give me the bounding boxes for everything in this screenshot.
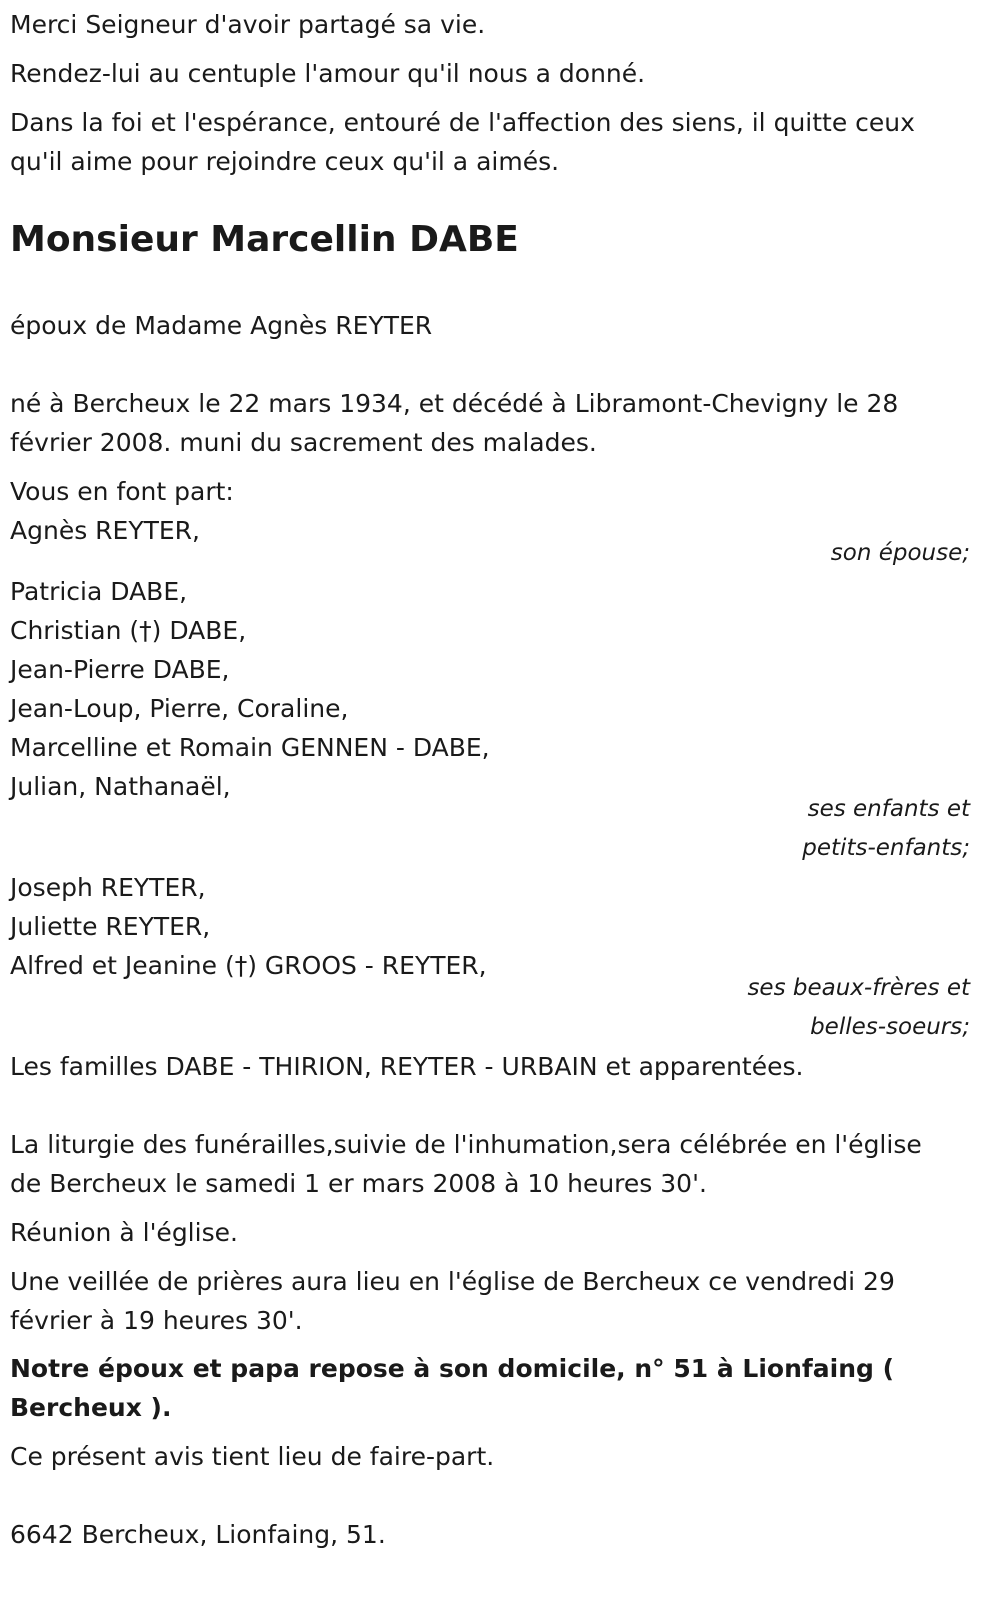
liturgy-line-a: La liturgie des funérailles,suivie de l'inhumation,sera célébrée en l'église [10,1130,922,1159]
relation-label: son épouse; [830,540,970,566]
announcer-name: Jean-Pierre DABE, [10,655,230,684]
announcer-name: Christian (†) DABE, [10,616,247,645]
birth-death-line-a: né à Bercheux le 22 mars 1934, et décédé à Libramont-Chevigny le 28 [10,389,899,418]
intro-line-2: Rendez-lui au centuple l'amour qu'il nous a donné. [10,59,646,88]
vigil-line-b: février à 19 heures 30'. [10,1306,303,1335]
meeting-line: Réunion à l'église. [10,1218,238,1247]
announcer-name: Joseph REYTER, [10,873,206,902]
rest-line-b: Bercheux ). [10,1393,172,1422]
vigil-line-a: Une veillée de prières aura lieu en l'église de Bercheux ce vendredi 29 [10,1267,895,1296]
address-line: 6642 Bercheux, Lionfaing, 51. [10,1520,386,1549]
birth-death-line-b: février 2008. muni du sacrement des malades. [10,428,597,457]
liturgy-line-b: de Bercheux le samedi 1 er mars 2008 à 10 heures 30'. [10,1169,707,1198]
intro-line-3b: qu'il aime pour rejoindre ceux qu'il a aimés. [10,147,560,176]
relation-label: ses enfants et [807,796,970,822]
announcer-name: Alfred et Jeanine (†) GROOS - REYTER, [10,951,487,980]
intro-line-3a: Dans la foi et l'espérance, entouré de l'affection des siens, il quitte ceux [10,108,915,137]
intro-line-1: Merci Seigneur d'avoir partagé sa vie. [10,10,486,39]
relation-label: ses beaux-frères et [747,975,970,1001]
announcer-name: Patricia DABE, [10,577,188,606]
announcer-name: Agnès REYTER, [10,516,200,545]
announcers-intro: Vous en font part: [10,477,234,506]
spouse-line: époux de Madame Agnès REYTER [10,311,433,340]
relation-label: belles-soeurs; [810,1014,970,1040]
relation-label: petits-enfants; [802,835,970,861]
announcer-name: Julian, Nathanaël, [10,772,231,801]
families-line: Les familles DABE - THIRION, REYTER - URBAIN et apparentées. [10,1052,804,1081]
rest-line-a: Notre époux et papa repose à son domicile, n° 51 à Lionfaing ( [10,1354,895,1383]
deceased-name: Monsieur Marcellin DABE [10,219,519,260]
announcer-name: Juliette REYTER, [10,912,211,941]
notice-line: Ce présent avis tient lieu de faire-part. [10,1442,495,1471]
announcer-name: Jean-Loup, Pierre, Coraline, [10,694,349,723]
announcer-name: Marcelline et Romain GENNEN - DABE, [10,733,490,762]
